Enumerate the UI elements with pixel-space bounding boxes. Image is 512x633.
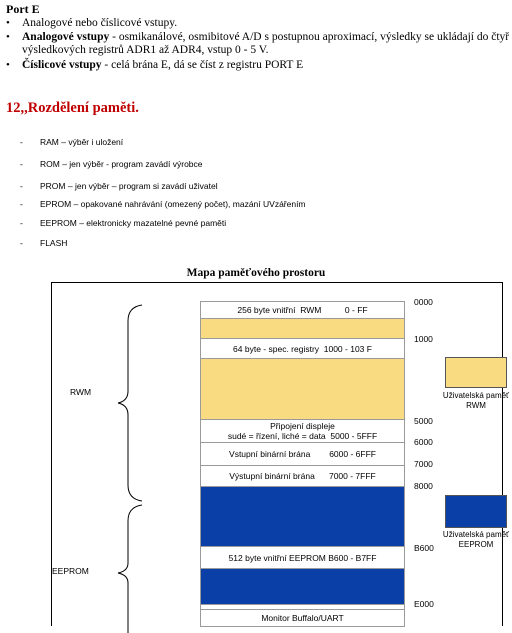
address-label: E000: [414, 599, 434, 609]
bullet-icon: •: [6, 59, 10, 71]
memory-map-title: Mapa paměťového prostoru: [186, 267, 326, 279]
legend-eeprom: Uživatelská paměť EEPROM: [442, 530, 510, 549]
bullet-text: Analogové nebo číslicové vstupy.: [22, 17, 178, 29]
memory-segment: [200, 358, 405, 420]
address-label: 7000: [414, 459, 433, 469]
legend-swatch-eeprom: [445, 495, 507, 528]
memory-segment-text: Monitor Buffalo/UART: [261, 613, 344, 623]
port-e-title: Port E: [6, 2, 40, 16]
address-label: 5000: [414, 416, 433, 426]
memory-segment-text: Výstupní binární brána 7000 - 7FFF: [229, 471, 376, 481]
memory-segment: [200, 301, 405, 319]
address-label: 6000: [414, 437, 433, 447]
memory-segment-text: Vstupní binární brána 6000 - 6FFF: [229, 449, 376, 459]
dash-marker: -: [20, 159, 23, 169]
memory-segment: [200, 486, 405, 547]
eeprom-brace-icon: [116, 503, 146, 633]
memory-segment: [200, 338, 405, 359]
memory-segment: [200, 546, 405, 569]
dash-marker: -: [20, 199, 23, 209]
bullet-text: Analogové vstupy - osmikanálové, osmibitové A/D s postupnou aproximací, výsledky se ukládají do čtyř výsledkových registrů ADR1 až ADR4, vstup 0 - 5 V.: [22, 31, 510, 56]
memory-segment: [200, 419, 405, 443]
memory-type-text: ROM – jen výběr - program zavádí výrobce: [40, 159, 203, 169]
address-label: 0000: [414, 297, 433, 307]
memory-segment-text: Připojení displeje: [270, 421, 335, 431]
section-title: 12,,Rozdělení paměti.: [6, 100, 139, 116]
memory-segment: [200, 568, 405, 605]
dash-marker: -: [20, 218, 23, 228]
memory-segment: [200, 318, 405, 339]
address-label: 8000: [414, 481, 433, 491]
dash-marker: -: [20, 137, 23, 147]
memory-segment-text: 512 byte vnitřní EEPROM B600 - B7FF: [228, 552, 377, 563]
rwm-label: RWM: [70, 387, 92, 397]
memory-segment: [200, 609, 405, 627]
eeprom-label: EEPROM: [52, 566, 89, 576]
address-label: 1000: [414, 334, 433, 344]
rwm-brace-icon: [116, 303, 146, 503]
memory-segment-text: 256 byte vnitřní RWM 0 - FF: [237, 305, 368, 315]
memory-type-text: RAM – výběr i uložení: [40, 137, 124, 147]
memory-segment-text: 64 byte - spec. registry 1000 - 103 F: [233, 343, 372, 354]
memory-type-text: PROM – jen výběr – program si zavádí uživatel: [40, 181, 218, 191]
bullet-icon: •: [6, 31, 10, 43]
memory-type-text: FLASH: [40, 238, 68, 248]
memory-map-frame: [51, 282, 510, 626]
dash-marker: -: [20, 181, 23, 191]
memory-segment: [200, 442, 405, 466]
bullet-text: Číslicové vstupy - celá brána E, dá se číst z registru PORT E: [22, 59, 304, 71]
memory-segment-text: sudé = řízení, liché = data 5000 - 5FFF: [227, 431, 378, 441]
legend-rwm: Uživatelská paměť RWM: [442, 391, 510, 410]
legend-swatch-rwm: [445, 357, 507, 388]
address-label: B600: [414, 543, 434, 553]
dash-marker: -: [20, 238, 23, 248]
bullet-icon: •: [6, 17, 10, 29]
memory-type-text: EPROM – opakované nahrávání (omezený počet), mazání UVzářením: [40, 199, 306, 209]
memory-type-text: EEPROM – elektronicky mazatelné pevné paměti: [40, 218, 227, 228]
memory-segment: [200, 465, 405, 487]
